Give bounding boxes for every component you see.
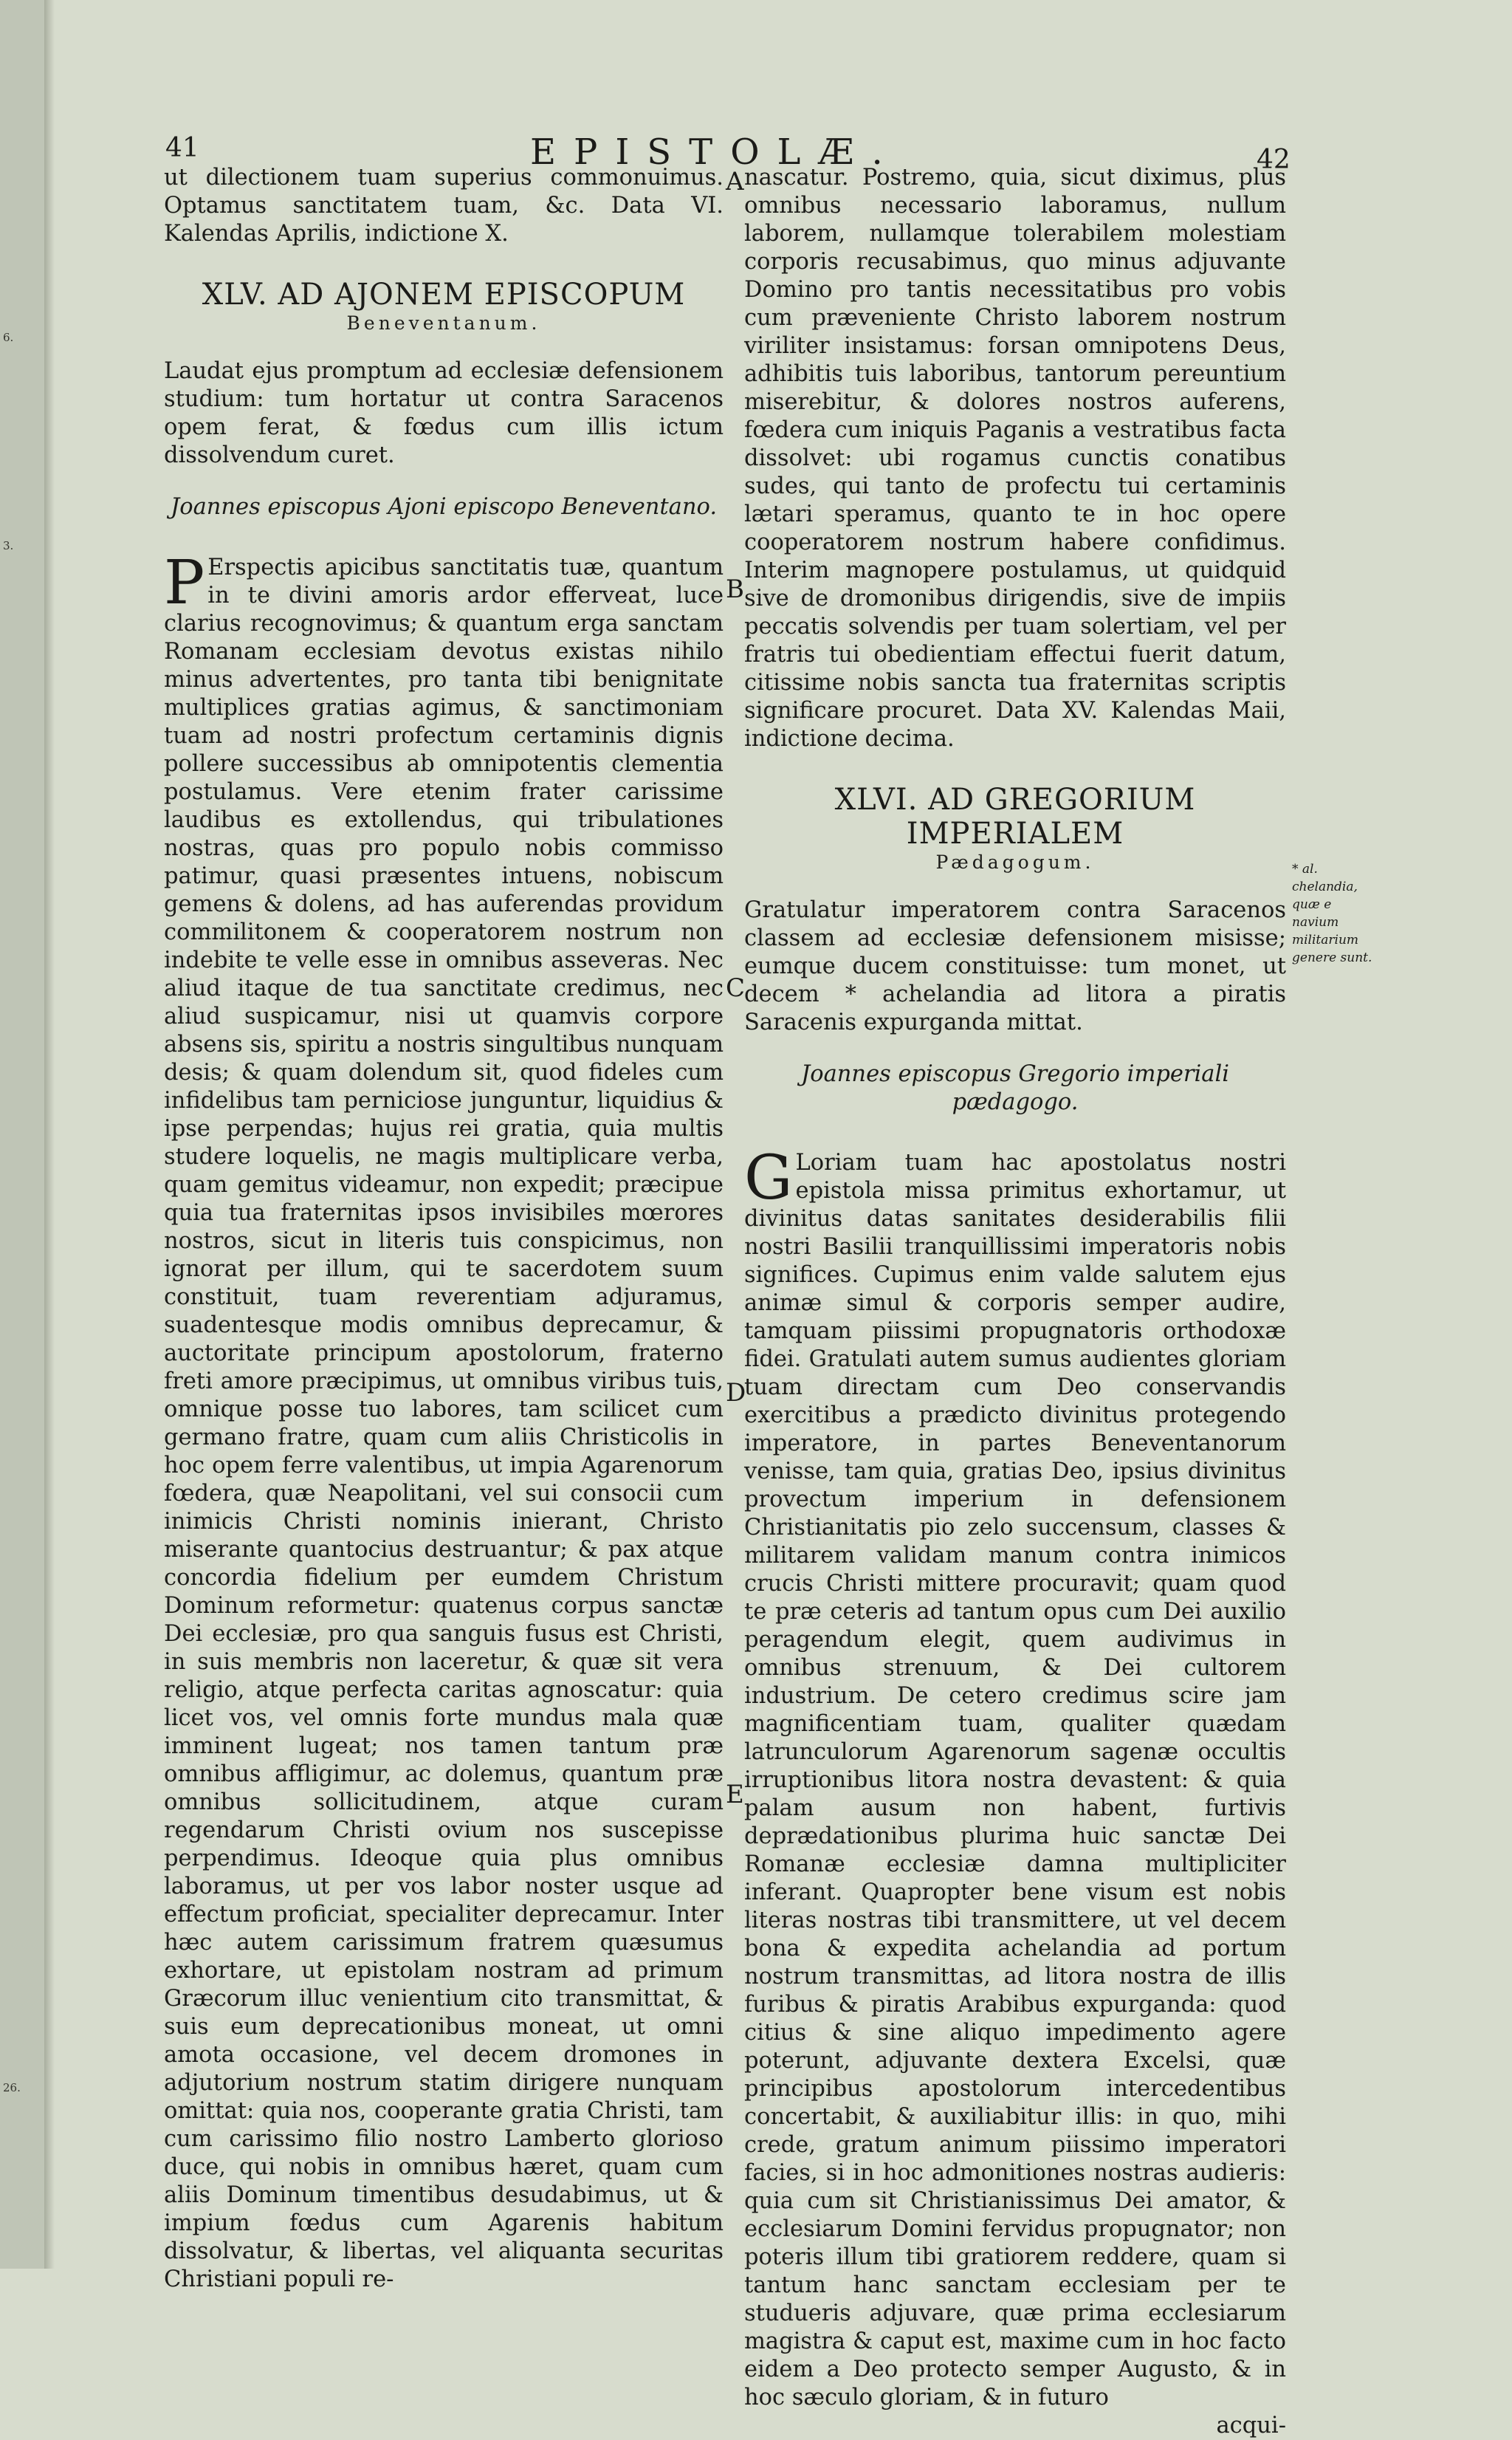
letter-45-body xyxy=(164,548,724,2294)
section-letter: B xyxy=(726,575,744,604)
letter-45-ending: nascatur. Postremo, quia, sicut diximus, plus omnibus necessario laboramus, nullum laborem, nullamque tolerabilem molestiam corporis recusabimus, quo minus adjuvante Domino pro tantis necessitatibus pro vobis cum præveniente Christo laborem nostrum viriliter insistamus: forsan omnipotens Deus, adhibitis tuis laboribus, tantorum pereuntium miserebitur, & dolores nostros auferens, fœdera cum iniquis Paganis a vestratibus facta dissolvet: ubi rogamus cunctis conatibus sudes, qui tanto de profectu tui certaminis lætari speramus, quanto te in hoc opere cooperatorem nostrum habere confidimus. Interim magnopere postulamus, ut quidquid sive de dromonibus dirigendis, sive de impiis peccatis solvendis per tuam solertiam, vel per fratris tui obedientiam effectui fuerit datum, citissime nobis sancta tua fraternitas scriptis significare procuret. Data XV. Kalendas Maii, indictione decima. xyxy=(744,165,1286,752)
drop-cap: G xyxy=(744,1143,793,1213)
catchword: acqui- xyxy=(1216,2413,1286,2439)
section-letter: A xyxy=(726,167,744,196)
letter-44-ending: ut dilectionem tuam superius commonuimus. Optamus sanctitatem tuam, &c. Data VI. Kalendas Aprilis, indictione X. xyxy=(164,165,724,247)
margin-number: 26. xyxy=(3,2081,21,2094)
letter-45-subheading: Beneventanum. xyxy=(346,312,541,334)
left-column xyxy=(164,164,724,2294)
page-number-left: 41 xyxy=(165,133,199,163)
drop-cap: P xyxy=(164,548,205,618)
right-column xyxy=(744,164,1286,2440)
letter-46-text: Loriam tuam hac apostolatus nostri epistola missa primitus exhortamur, ut divinitus datas sanitates desiderabilis filii nostri Basilii tranquillissimi imperatoris nobis significes. Cupimus enim valde salutem ejus animæ simul & corporis semper audire, tamquam piissimi propugnatoris orthodoxæ fidei. Gratulati autem sumus audientes gloriam tuam directam cum Deo conservandis exercitibus a prædicto divinitus protegendo imperatore, in partes Beneventanorum venisse, tam quia, gratias Deo, ipsius divinitus provectum imperium in defensionem Christianitatis pio zelo succensum, classes & militarem validam manum contra inimicos crucis Christi mittere procuravit; quam quod te præ ceteris ad tantum opus cum Dei auxilio peragendum elegit, quem audivimus in omnibus strenuum, & Dei cultorem industrium. De cetero credimus scire jam magnificentiam tuam, qualiter quædam latrunculorum Agarenorum sagenæ occultis irruptionibus litora nostra devastent: & quia palam ausum non habent, furtivis deprædationibus plurima huic sanctæ Dei Romanæ ecclesiæ damna multipliciter inferant. Quapropter bene visum est nobis literas nostras tibi transmittere, ut vel decem bona & expedita achelandia ad portum nostrum transmittas, ad litora nostra de illis furibus & piratis Arabibus expurganda: quod citius & sine aliquo impedimento agere poterunt, adjuvante dextera Excelsi, quæ principibus apostolorum intercedentibus concertabit, & auxiliabitur illis: in quo, mihi crede, gratum animum piissimo imperatori facies, si in hoc admonitiones nostras audieris: quia cum sit Christianissimus Dei amator, & ecclesiarum Domini fervidus propugnator; non poteris illum tibi gratiorem reddere, quam si tantum hanc sanctam ecclesiam per te studueris adjuvare, quæ prima ecclesiarum magistra & caput est, maxime cum in hoc facto eidem a Deo protecto semper Augusto, & in hoc sæculo gloriam, & in futuro xyxy=(744,1150,1286,2410)
letter-46-inscription: Joannes episcopus Gregorio imperiali pædagogo. xyxy=(801,1061,1229,1115)
letter-45-text: Erspectis apicibus sanctitatis tuæ, quantum in te divini amoris ardor efferveat, luce clarius recognovimus; & quantum erga sanctam Romanam ecclesiam devotus existas nihilo minus advertentes, pro tanta tibi benignitate multiplices gratias agimus, & sanctimoniam tuam ad nostri profectum certaminis dignis pollere successibus ab omnipotentis clementia postulamus. Vere etenim frater carissime laudibus es extollendus, qui tribulationes nostras, quas pro populo nobis commisso patimur, quasi præsentes intuens, nobiscum gemens & dolens, ad has auferendas providum commilitonem & cooperatorem nostrum non indebite te velle esse in omnibus asseveras. Nec aliud itaque de tua sanctitate credimus, nec aliud suspicamur, nisi ut quamvis corpore absens sis, spiritu a nostris singultibus nunquam desis; & quam dolendum sit, quod fideles cum infidelibus tam perniciose junguntur, liquidius & ipse perpendas; hujus rei gratia, quia multis studere loquelis, ne magis multiplicare verba, quam gemitus videamur, non expedit; præcipue quia tua fraternitas ipsos invisibiles mœrores nostros, sicut in literis tuis conspicimus, non ignorat per illum, qui te sacerdotem suum constituit, tuam reverentiam adjuramus, suadentesque modis omnibus deprecamur, & auctoritate principum apostolorum, fraterno freti amore præcipimus, ut omnibus viribus tuis, omnique posse tuo labores, tam scilicet cum germano fratre, quam cum aliis Christicolis in hoc opem ferre valentibus, ut impia Agarenorum fœdera, quæ Neapolitani, vel sui consocii cum inimicis Christi nominis inierant, Christo miserante quantocius destruantur; & pax atque concordia fidelium per eumdem Christum Dominum reformetur: quatenus corpus sanctæ Dei ecclesiæ, pro qua sanguis fusus est Christi, in suis membris non laceretur, & quæ sit vera religio, atque perfecta caritas agnoscatur: quia licet vos, vel omnis forte mundus mala quæ imminent lugeat; nos tamen tantum præ omnibus affligimur, ac dolemus, quantum præ omnibus sollicitudinem, atque curam regendarum Christi ovium nos suscepisse perpendimus. Ideoque quia plus omnibus laboramus, ut per vos labor noster usque ad effectum proficiat, specialiter deprecamur. Inter hæc autem carissimum fratrem quæsumus exhortare, ut epistolam nostram ad primum Græcorum illuc venientium cito transmittat, & suis eum deprecationibus moneat, ut omni amota occasione, vel decem dromones in adjutorium nostrum statim dirigere nunquam omittat: quia nos, cooperante gratia Christi, tam cum carissimo filio nostro Lamberto glorioso duce, qui nobis in omnibus hæret, quam cum aliis Dominum timentibus desudabimus, ut & impium fœdus cum Agarenis habitum dissolvatur, & libertas, vel aliquanta securitas Christiani populi re- xyxy=(164,555,724,2292)
section-letter: E xyxy=(726,1780,744,1809)
running-title: EPISTOLÆ. xyxy=(530,131,901,173)
margin-number: 6. xyxy=(3,331,14,344)
section-letter: C xyxy=(726,973,746,1003)
letter-46-subheading: Pædagogum. xyxy=(935,851,1095,873)
letter-46-heading: XLVI. AD GREGORIUM IMPERIALEM xyxy=(834,783,1196,851)
letter-45-inscription: Joannes episcopus Ajoni episcopo Beneventano. xyxy=(170,494,718,520)
letter-45-heading: XLV. AD AJONEM EPISCOPUM xyxy=(202,278,686,312)
margin-number: 3. xyxy=(3,539,14,552)
letter-46-summary: Gratulatur imperatorem contra Saracenos classem ad ecclesiæ defensionem misisse; eumque ducem constituisse: tum monet, ut decem * achelandia ad litora a piratis Saracenis expurganda mittat. xyxy=(744,897,1286,1035)
letter-46-body xyxy=(744,1143,1286,2412)
letter-45-summary: Laudat ejus promptum ad ecclesiæ defensionem studium: tum hortatur ut contra Saracenos opem ferat, & fœdus cum illis ictum dissolvendum curet. xyxy=(164,358,724,468)
page-number-right: 42 xyxy=(1257,145,1291,175)
section-letter: D xyxy=(726,1378,746,1408)
binding-shadow xyxy=(44,0,55,2269)
side-note: * al. chelandia, quæ e navium militarium genere sunt. xyxy=(1292,862,1372,965)
